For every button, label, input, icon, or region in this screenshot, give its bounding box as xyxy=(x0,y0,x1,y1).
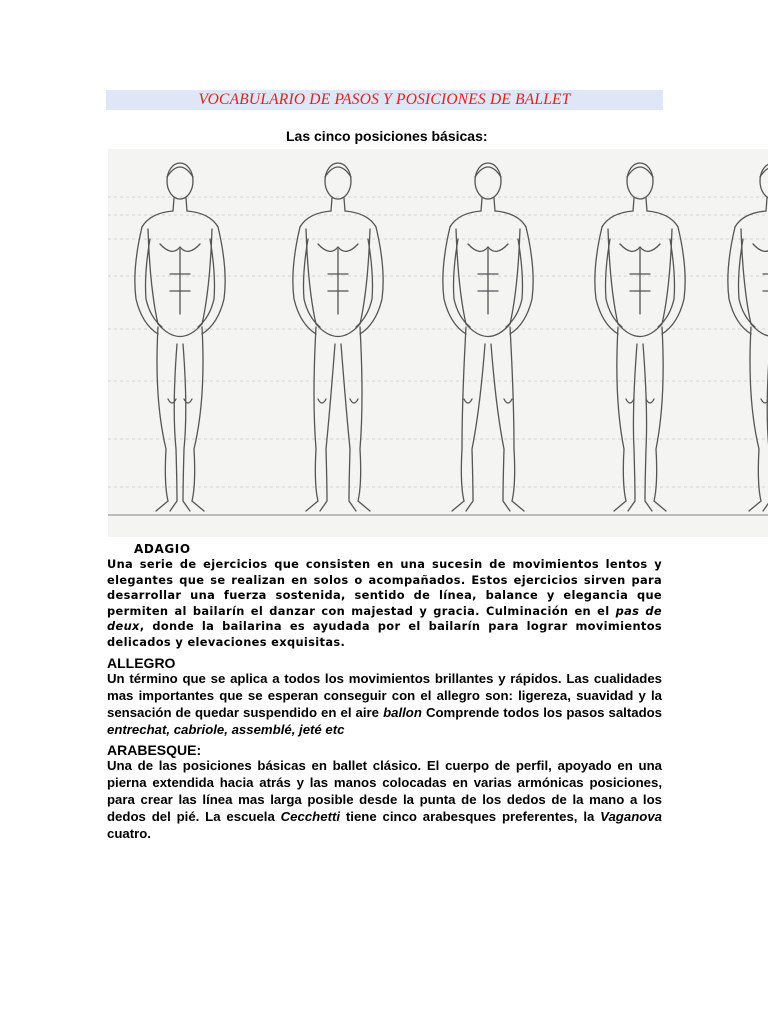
arabesque-text-part-2: tiene cinco arabesques preferentes, la xyxy=(340,808,601,824)
arabesque-text-part-3: cuatro. xyxy=(107,825,151,841)
allegro-text-part-1: Un término que se aplica a todos los movimientos brillantes y rápidos. Las cualidades mas importantes que se esperan conseguir con el allegro son: ligereza, suavidad y la sensación de quedar suspendido en el aire xyxy=(107,671,662,720)
allegro-text-part-2: Comprende todos los pasos saltados xyxy=(421,704,663,720)
title-bar xyxy=(106,90,663,110)
adagio-text-part-1: Una serie de ejercicios que consisten en una sucesin de movimientos lentos y elegantes que se realizan en solos o acompañados. Estos ejercicios sirven para desarrollar una fuerza sostenida, sentido de línea, balance y elegancia que permiten al bailarín el danzar con majestad y gracia. Culminación en el xyxy=(107,557,662,618)
adagio-italic-term: pas de deux xyxy=(107,603,662,634)
adagio-text-part-2: , donde la bailarina es ayudada por el bailarín para lograr movimientos delicados y elevaciones exquisitas. xyxy=(107,619,662,649)
arabesque-text xyxy=(107,758,662,843)
arabesque-text-part-1: Una de las posiciones básicas en ballet clásico. El cuerpo de perfil, apoyado en una pierna extendida hacia atrás y las manos colocadas en varias armónicas posiciones, para crear las línea mas larga posible desde la punta de los dedos de la mano a los dedos del pié. La escuela xyxy=(107,758,662,824)
arabesque-italic-vaganova: Vaganova xyxy=(600,808,662,824)
arabesque-italic-cecchetti: Cecchetti xyxy=(280,808,341,824)
subtitle: Las cinco posiciones básicas: xyxy=(286,128,488,144)
allegro-italic-ballon: ballon xyxy=(383,704,422,720)
ballet-figures-svg xyxy=(108,149,768,537)
adagio-text xyxy=(107,557,662,651)
arabesque-heading: ARABESQUE: xyxy=(107,742,202,758)
allegro-heading: ALLEGRO xyxy=(107,655,176,671)
allegro-italic-steps: entrechat, cabriole, assemblé, jeté etc xyxy=(107,721,345,737)
adagio-heading: ADAGIO xyxy=(134,542,191,556)
allegro-text xyxy=(107,671,662,739)
ballet-positions-illustration xyxy=(108,149,768,537)
page-title: VOCABULARIO DE PASOS Y POSICIONES DE BALLET xyxy=(198,91,571,108)
